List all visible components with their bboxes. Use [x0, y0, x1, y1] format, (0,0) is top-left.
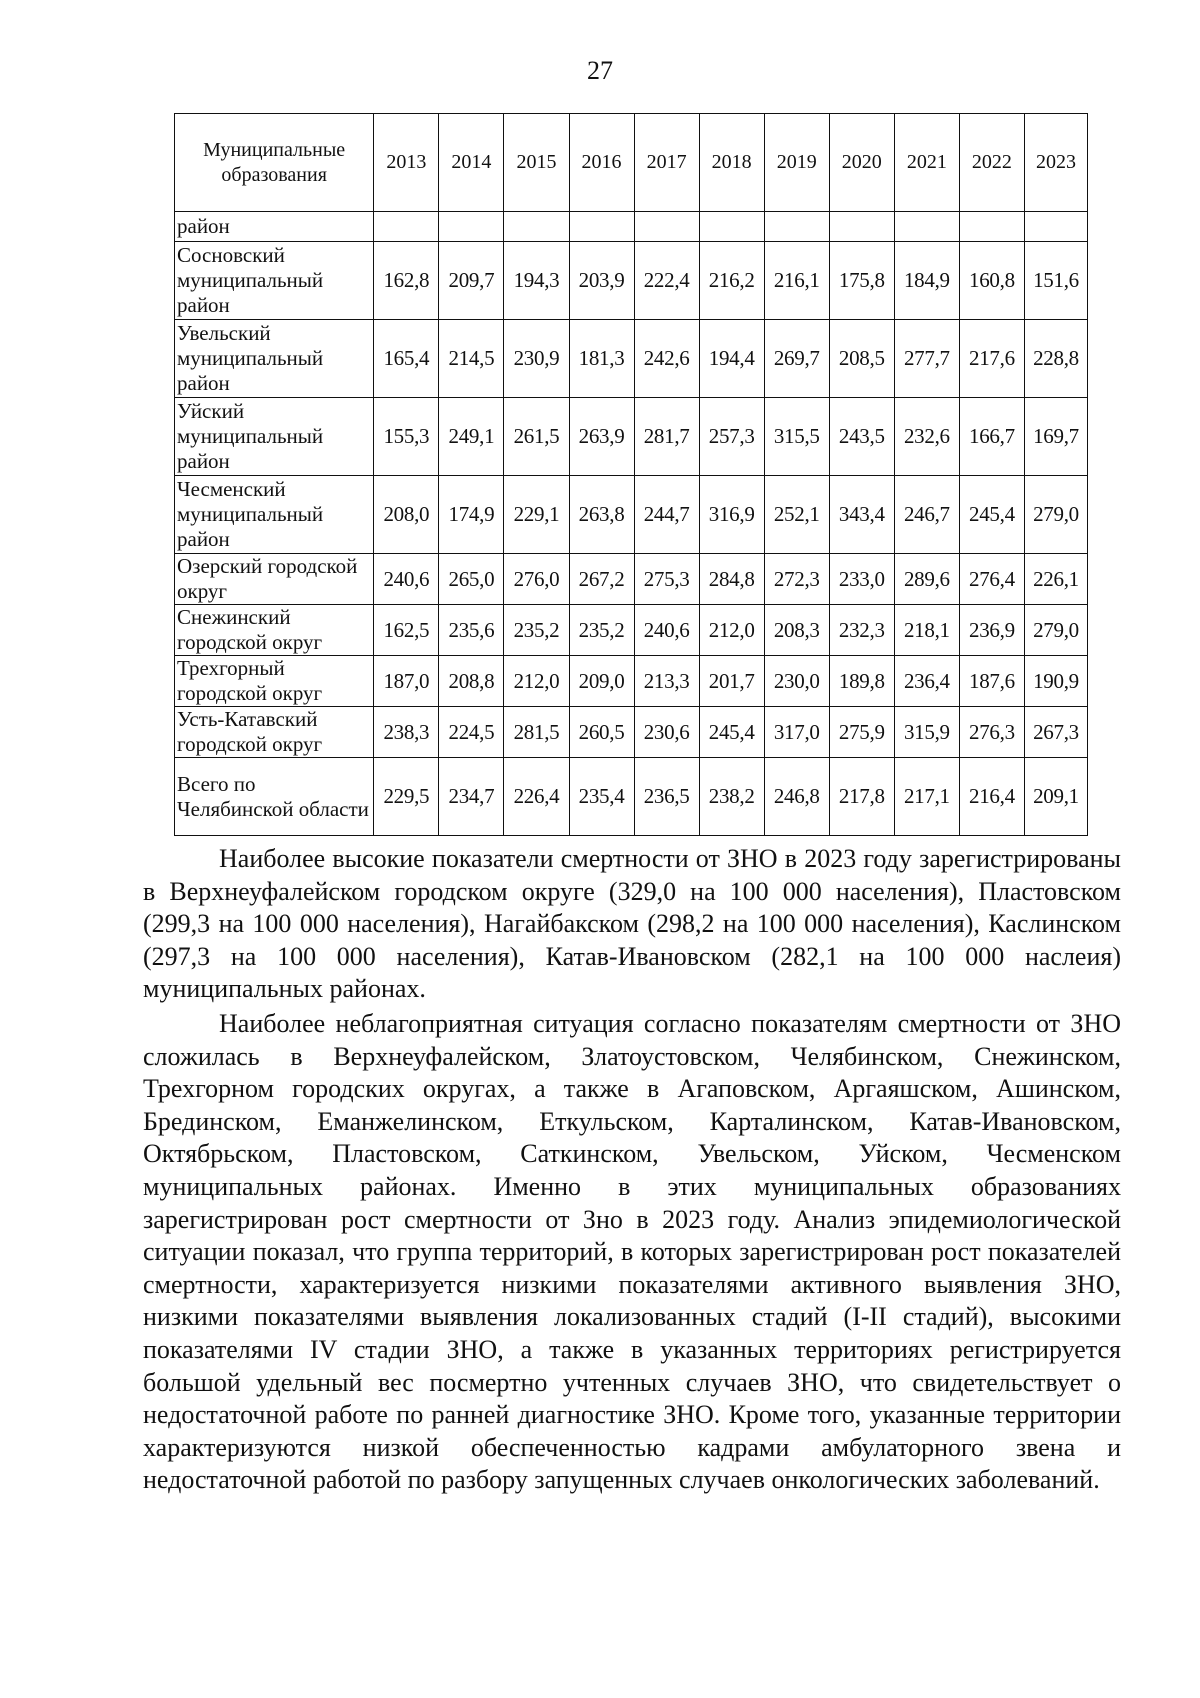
column-header: 2023: [1024, 114, 1087, 212]
table-cell: 228,8: [1024, 320, 1087, 398]
row-label: Озерский городской округ: [175, 554, 374, 605]
table-cell: 281,7: [634, 398, 699, 476]
table-cell: 160,8: [959, 242, 1024, 320]
table-cell: 218,1: [894, 605, 959, 656]
table-cell: 201,7: [699, 656, 764, 707]
table-cell: [699, 212, 764, 242]
table-row: [175, 212, 1088, 242]
table-cell: 217,6: [959, 320, 1024, 398]
row-label: Уйский муниципальный район: [175, 398, 374, 476]
table-cell: 235,6: [439, 605, 504, 656]
table-cell: 260,5: [569, 707, 634, 758]
row-label: Трехгорный городской округ: [175, 656, 374, 707]
table-cell: 261,5: [504, 398, 569, 476]
table-cell: 226,1: [1024, 554, 1087, 605]
table-cell: [764, 212, 829, 242]
table-cell: [569, 212, 634, 242]
table-cell: [829, 212, 894, 242]
table-cell: 216,1: [764, 242, 829, 320]
column-header: 2013: [374, 114, 439, 212]
table-cell: 263,8: [569, 476, 634, 554]
table-cell: 263,9: [569, 398, 634, 476]
paragraph: Наиболее неблагоприятная ситуация согласно показателям смертности от ЗНО сложилась в Верхнеуфалейском, Златоустовском, Челябинском, Снежинском, Трехгорном городских округах, а также в Агаповском, Аргаяшском, Ашинском, Брединском, Еманжелинском, Еткульском, Карталинском, Катав-Ивановском, Октябрьском, Пластовском, Саткинском, Увельском, Уйском, Чесменском муниципальных районах. Именно в этих муниципальных образованиях зарегистрирован рост смертности от Зно в 2023 году. Анализ эпидемиологической ситуации показал, что группа территорий, в которых зарегистрирован рост показателей смертности, характеризуется низкими показателями активного выявления ЗНО, низкими показателями выявления локализованных стадий (I-II стадий), высокими показателями IV стадии ЗНО, а также в указанных территориях регистрируется большой удельный вес посмертно учтенных случаев ЗНО, что свидетельствует о недостаточной работе по ранней диагностике ЗНО. Кроме того, указанные территории характеризуются низкой обеспеченностью кадрами амбулаторного звена и недостаточной работой по разбору запущенных случаев онкологических заболеваний.: [143, 1008, 1121, 1495]
table-cell: 229,5: [374, 758, 439, 836]
table-cell: 277,7: [894, 320, 959, 398]
table-cell: 276,0: [504, 554, 569, 605]
table-row: [175, 242, 1088, 320]
table-cell: 272,3: [764, 554, 829, 605]
table-cell: 187,0: [374, 656, 439, 707]
table-cell: 222,4: [634, 242, 699, 320]
table-cell: 235,2: [569, 605, 634, 656]
row-label: Усть-Катавский городской округ: [175, 707, 374, 758]
table-cell: 315,5: [764, 398, 829, 476]
table-cell: 169,7: [1024, 398, 1087, 476]
table-cell: 212,0: [699, 605, 764, 656]
table-cell: 276,4: [959, 554, 1024, 605]
table-cell: 162,5: [374, 605, 439, 656]
table-row: [175, 656, 1088, 707]
column-header: 2021: [894, 114, 959, 212]
table-cell: [894, 212, 959, 242]
table-cell: 267,2: [569, 554, 634, 605]
table-cell: 234,7: [439, 758, 504, 836]
table-row: [175, 707, 1088, 758]
table-cell: 162,8: [374, 242, 439, 320]
table-cell: 214,5: [439, 320, 504, 398]
row-label: Сосновский муниципальный район: [175, 242, 374, 320]
table-cell: 208,8: [439, 656, 504, 707]
table-cell: 245,4: [959, 476, 1024, 554]
table-cell: 174,9: [439, 476, 504, 554]
table-cell: 155,3: [374, 398, 439, 476]
table-cell: 226,4: [504, 758, 569, 836]
table-cell: 232,6: [894, 398, 959, 476]
table-cell: 316,9: [699, 476, 764, 554]
table-cell: 229,1: [504, 476, 569, 554]
table-cell: 235,2: [504, 605, 569, 656]
row-label: Всего по Челябинской области: [175, 758, 374, 836]
table-cell: 281,5: [504, 707, 569, 758]
table-cell: 267,3: [1024, 707, 1087, 758]
table-cell: 194,3: [504, 242, 569, 320]
table-cell: 245,4: [699, 707, 764, 758]
table-cell: 279,0: [1024, 476, 1087, 554]
table-cell: 238,3: [374, 707, 439, 758]
table-cell: 289,6: [894, 554, 959, 605]
table-cell: 224,5: [439, 707, 504, 758]
table-cell: 230,0: [764, 656, 829, 707]
table-cell: 216,2: [699, 242, 764, 320]
column-header: 2017: [634, 114, 699, 212]
table-cell: 243,5: [829, 398, 894, 476]
table-cell: 151,6: [1024, 242, 1087, 320]
table-cell: 317,0: [764, 707, 829, 758]
column-header: Муниципальные образования: [175, 114, 374, 212]
table-cell: 230,9: [504, 320, 569, 398]
table-cell: 208,0: [374, 476, 439, 554]
table-cell: 203,9: [569, 242, 634, 320]
column-header: 2015: [504, 114, 569, 212]
table-cell: 279,0: [1024, 605, 1087, 656]
table-cell: 238,2: [699, 758, 764, 836]
paragraph: Наиболее высокие показатели смертности от ЗНО в 2023 году зарегистрированы в Верхнеуфалейском городском округе (329,0 на 100 000 населения), Пластовском (299,3 на 100 000 населения), Нагайбакском (298,2 на 100 000 населения), Каслинском (297,3 на 100 000 населения), Катав-Ивановском (282,1 на 100 000 наслеия) муниципальных районах.: [143, 844, 1121, 1004]
column-header: 2022: [959, 114, 1024, 212]
table-cell: 246,8: [764, 758, 829, 836]
table-cell: 217,1: [894, 758, 959, 836]
table-cell: 244,7: [634, 476, 699, 554]
body-text: [143, 843, 1121, 1497]
table-cell: 233,0: [829, 554, 894, 605]
table-cell: 166,7: [959, 398, 1024, 476]
table-cell: 217,8: [829, 758, 894, 836]
table-cell: 242,6: [634, 320, 699, 398]
row-label: район: [175, 212, 374, 242]
table-cell: 275,3: [634, 554, 699, 605]
table-row-total: [175, 758, 1088, 836]
table-cell: [1024, 212, 1087, 242]
table-cell: 265,0: [439, 554, 504, 605]
row-label: Чесменский муниципальный район: [175, 476, 374, 554]
column-header: 2018: [699, 114, 764, 212]
table-row: [175, 320, 1088, 398]
table-row: [175, 476, 1088, 554]
table-cell: 275,9: [829, 707, 894, 758]
table-cell: 232,3: [829, 605, 894, 656]
table-cell: 209,0: [569, 656, 634, 707]
table-cell: 187,6: [959, 656, 1024, 707]
table-cell: 194,4: [699, 320, 764, 398]
table-cell: 216,4: [959, 758, 1024, 836]
column-header: 2016: [569, 114, 634, 212]
table-cell: [504, 212, 569, 242]
row-label: Снежинский городской округ: [175, 605, 374, 656]
table-cell: 284,8: [699, 554, 764, 605]
table-cell: [959, 212, 1024, 242]
table-cell: 189,8: [829, 656, 894, 707]
table-cell: 184,9: [894, 242, 959, 320]
table-cell: 165,4: [374, 320, 439, 398]
table-cell: 236,9: [959, 605, 1024, 656]
table-cell: 208,5: [829, 320, 894, 398]
table-cell: 240,6: [374, 554, 439, 605]
table-cell: 209,7: [439, 242, 504, 320]
table-cell: 181,3: [569, 320, 634, 398]
table-cell: 213,3: [634, 656, 699, 707]
table-cell: 230,6: [634, 707, 699, 758]
table-cell: 276,3: [959, 707, 1024, 758]
table-cell: 269,7: [764, 320, 829, 398]
table-cell: 257,3: [699, 398, 764, 476]
column-header: 2020: [829, 114, 894, 212]
table-row: [175, 398, 1088, 476]
table-cell: 236,4: [894, 656, 959, 707]
table-cell: [374, 212, 439, 242]
table-cell: [634, 212, 699, 242]
table-cell: 212,0: [504, 656, 569, 707]
table-cell: 175,8: [829, 242, 894, 320]
mortality-table: [174, 113, 1088, 836]
table-cell: 209,1: [1024, 758, 1087, 836]
row-label: Увельский муниципальный район: [175, 320, 374, 398]
table-cell: 249,1: [439, 398, 504, 476]
table-row: [175, 554, 1088, 605]
table-cell: 235,4: [569, 758, 634, 836]
column-header: 2014: [439, 114, 504, 212]
table-cell: 252,1: [764, 476, 829, 554]
table-header-row: [175, 114, 1088, 212]
table-cell: 208,3: [764, 605, 829, 656]
table-cell: 236,5: [634, 758, 699, 836]
table-cell: 343,4: [829, 476, 894, 554]
table-cell: 190,9: [1024, 656, 1087, 707]
table-cell: 315,9: [894, 707, 959, 758]
table-row: [175, 605, 1088, 656]
table-cell: 240,6: [634, 605, 699, 656]
table-cell: 246,7: [894, 476, 959, 554]
page-number: 27: [587, 56, 613, 85]
column-header: 2019: [764, 114, 829, 212]
table-cell: [439, 212, 504, 242]
